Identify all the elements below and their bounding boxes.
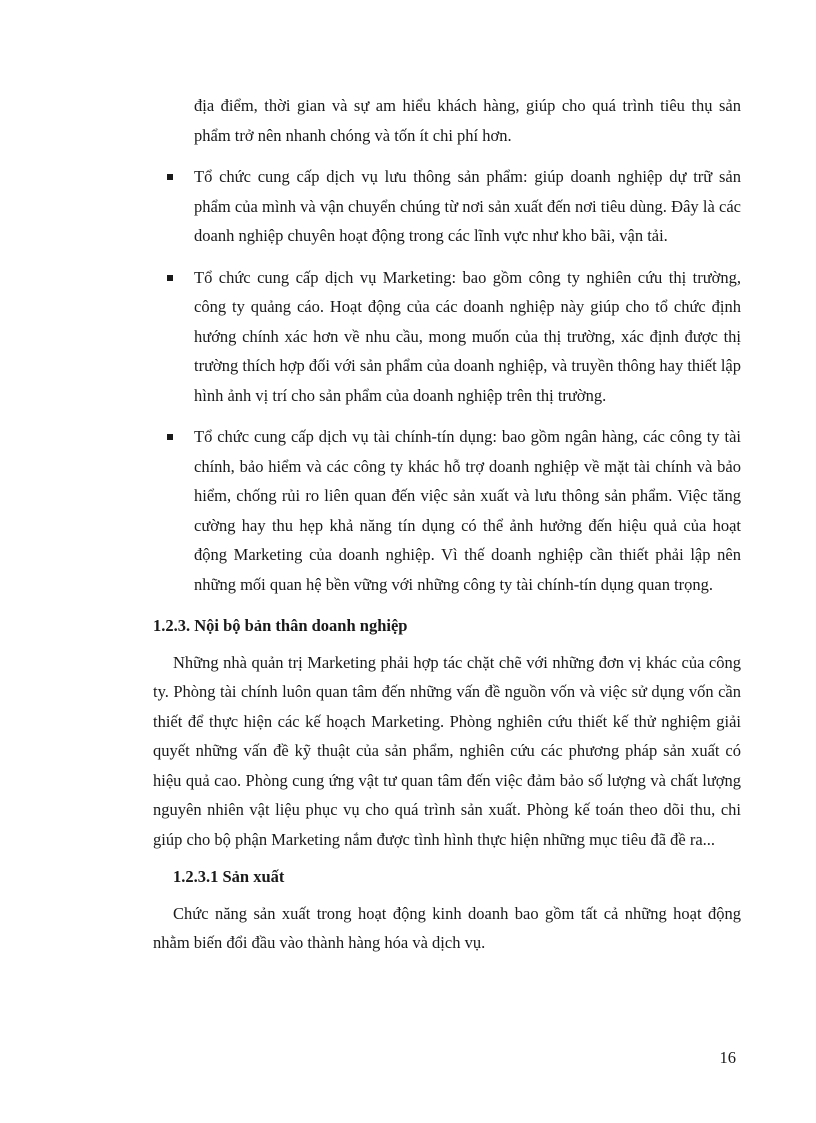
list-item (153, 162, 741, 251)
supplier-list (153, 162, 741, 599)
list-item (153, 263, 741, 411)
list-item-text: Tổ chức cung cấp dịch vụ tài chính-tín dụng: bao gồm ngân hàng, các công ty tài chính, bảo hiểm và các công ty khác hỗ trợ doanh nghiệp về mặt tài chính và bảo hiểm, chống rủi ro liên quan đến việc sản xuất và lưu thông sản phẩm. Việc tăng cường hay thu hẹp khả năng tín dụng có thể ảnh hưởng đến hiệu quả của hoạt động Marketing của doanh nghiệp. Vì thế doanh nghiệp cần thiết phải lập nên những mối quan hệ bền vững với những công ty tài chính-tín dụng quan trọng. (194, 427, 741, 594)
subsection-heading: 1.2.3.1 Sản xuất (173, 867, 285, 886)
continuation-paragraph: địa điểm, thời gian và sự am hiểu khách hàng, giúp cho quá trình tiêu thụ sản phẩm trở nên nhanh chóng và tốn ít chi phí hơn. (194, 96, 741, 145)
list-item-text: Tổ chức cung cấp dịch vụ Marketing: bao gồm công ty nghiên cứu thị trường, công ty quảng cáo. Hoạt động của các doanh nghiệp này giúp cho tổ chức định hướng chính xác hơn về nhu cầu, mong muốn của thị trường, xác định được thị trường thích hợp đối với sản phẩm của doanh nghiệp, và truyền thông hay thiết lập hình ảnh vị trí cho sản phẩm của doanh nghiệp trên thị trường. (194, 267, 741, 405)
list-item-text: Tổ chức cung cấp dịch vụ lưu thông sản phẩm: giúp doanh nghiệp dự trữ sản phẩm của mình và vận chuyển chúng từ nơi sản xuất đến nơi tiêu dùng. Đây là các doanh nghiệp chuyên hoạt động trong các lĩnh vực như kho bãi, vận tải. (194, 167, 741, 245)
page-number: 16 (719, 1048, 736, 1067)
list-item (153, 422, 741, 599)
page-content (153, 91, 741, 966)
subsection-paragraph: Chức năng sản xuất trong hoạt động kinh doanh bao gồm tất cả những hoạt động nhằm biến đổi đầu vào thành hàng hóa và dịch vụ. (153, 903, 741, 952)
section-heading: 1.2.3. Nội bộ bản thân doanh nghiệp (153, 616, 408, 635)
square-bullet-icon (167, 434, 173, 440)
square-bullet-icon (167, 174, 173, 180)
section-paragraph: Những nhà quản trị Marketing phải hợp tác chặt chẽ với những đơn vị khác của công ty. Phòng tài chính luôn quan tâm đến những vấn đề nguồn vốn và việc sử dụng vốn cần thiết để thực hiện các kế hoạch Marketing. Phòng nghiên cứu thiết kế thử nghiệm giải quyết những vấn đề kỹ thuật của sản phẩm, nghiên cứu các phương pháp sản xuất có hiệu quả cao. Phòng cung ứng vật tư quan tâm đến việc đảm bảo số lượng và chất lượng nguyên nhiên vật liệu phục vụ cho quá trình sản xuất. Phòng kế toán theo dõi thu, chi giúp cho bộ phận Marketing nắm được tình hình thực hiện những mục tiêu đã đề ra... (153, 652, 741, 849)
square-bullet-icon (167, 275, 173, 281)
